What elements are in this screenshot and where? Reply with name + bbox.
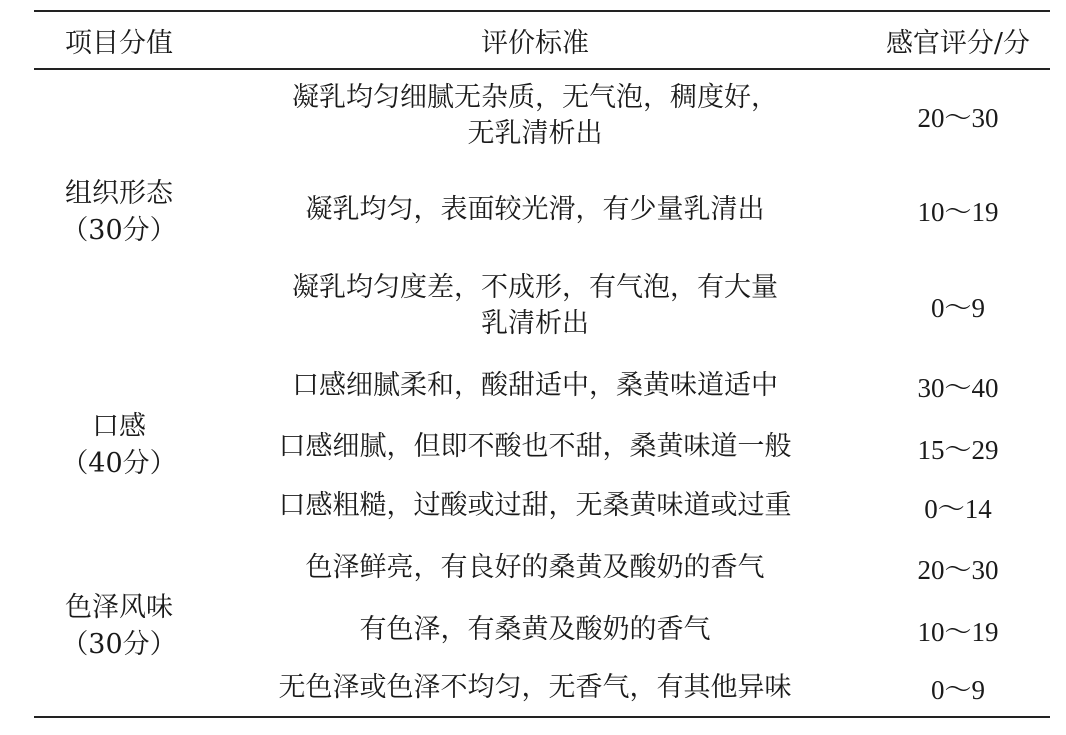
- table-header-row: [34, 12, 1050, 68]
- criteria-cell: 色泽鲜亮，有良好的桑黄及酸奶的香气: [305, 551, 765, 583]
- header-criteria: 评价标准: [481, 27, 589, 59]
- table-bottom-rule: [34, 716, 1050, 718]
- criteria-cell: 口感粗糙，过酸或过甜，无桑黄味道或过重: [278, 490, 792, 521]
- group-label: [34, 408, 204, 482]
- table-row: [204, 418, 1050, 477]
- criteria-cell: 无色泽或色泽不均匀，无香气，有其他异味: [278, 671, 792, 703]
- criteria-line: 乳清析出: [481, 307, 589, 339]
- group-points: （40分）: [61, 447, 177, 479]
- group-name: 口感: [92, 410, 146, 442]
- group-points: （30分）: [61, 628, 177, 660]
- criteria-cell: [204, 270, 866, 342]
- table-row: [204, 600, 1050, 660]
- table-row: [204, 660, 1050, 716]
- criteria-cell: [204, 80, 866, 152]
- criteria-line: 凝乳均匀度差，不成形，有气泡，有大量: [292, 271, 778, 303]
- score-cell: 10～19: [917, 197, 999, 227]
- table-row: [204, 536, 1050, 600]
- score-cell: 0～9: [931, 293, 985, 323]
- criteria-cell: 口感细腻，但即不酸也不甜，桑黄味道一般: [278, 431, 792, 462]
- group-name: 组织形态: [65, 177, 173, 209]
- header-score: 感官评分/分: [885, 27, 1031, 59]
- table-row: [204, 162, 1050, 258]
- score-cell: 20～30: [917, 555, 999, 585]
- table-row: [204, 70, 1050, 162]
- group-label: [34, 589, 204, 663]
- criteria-line: 无乳清析出: [467, 117, 603, 149]
- table-row: [204, 354, 1050, 418]
- score-cell: 10～19: [917, 617, 999, 647]
- score-cell: 30～40: [917, 373, 999, 403]
- group-texture: [34, 70, 1050, 354]
- group-points: （30分）: [61, 214, 177, 246]
- score-cell: 15～29: [917, 434, 999, 465]
- table-row: [204, 477, 1050, 536]
- criteria-cell: [204, 192, 866, 228]
- group-rows: [204, 354, 1050, 536]
- criteria-line: 凝乳均匀细腻无杂质，无气泡，稠度好，: [292, 81, 778, 113]
- header-item: 项目分值: [65, 27, 173, 59]
- group-name: 色泽风味: [65, 591, 173, 623]
- criteria-line: 凝乳均匀，表面较光滑，有少量乳清出: [305, 193, 765, 225]
- group-label: [34, 175, 204, 249]
- group-rows: [204, 536, 1050, 716]
- criteria-cell: 口感细腻柔和，酸甜适中，桑黄味道适中: [292, 369, 778, 401]
- score-cell: 20～30: [917, 103, 999, 133]
- score-cell: 0～9: [931, 675, 985, 705]
- table-row: [204, 258, 1050, 354]
- sensory-evaluation-table: [34, 10, 1050, 718]
- group-color-flavor: [34, 536, 1050, 716]
- score-cell: 0～14: [924, 493, 992, 524]
- criteria-cell: 有色泽，有桑黄及酸奶的香气: [359, 613, 711, 645]
- group-rows: [204, 70, 1050, 354]
- group-mouthfeel: [34, 354, 1050, 536]
